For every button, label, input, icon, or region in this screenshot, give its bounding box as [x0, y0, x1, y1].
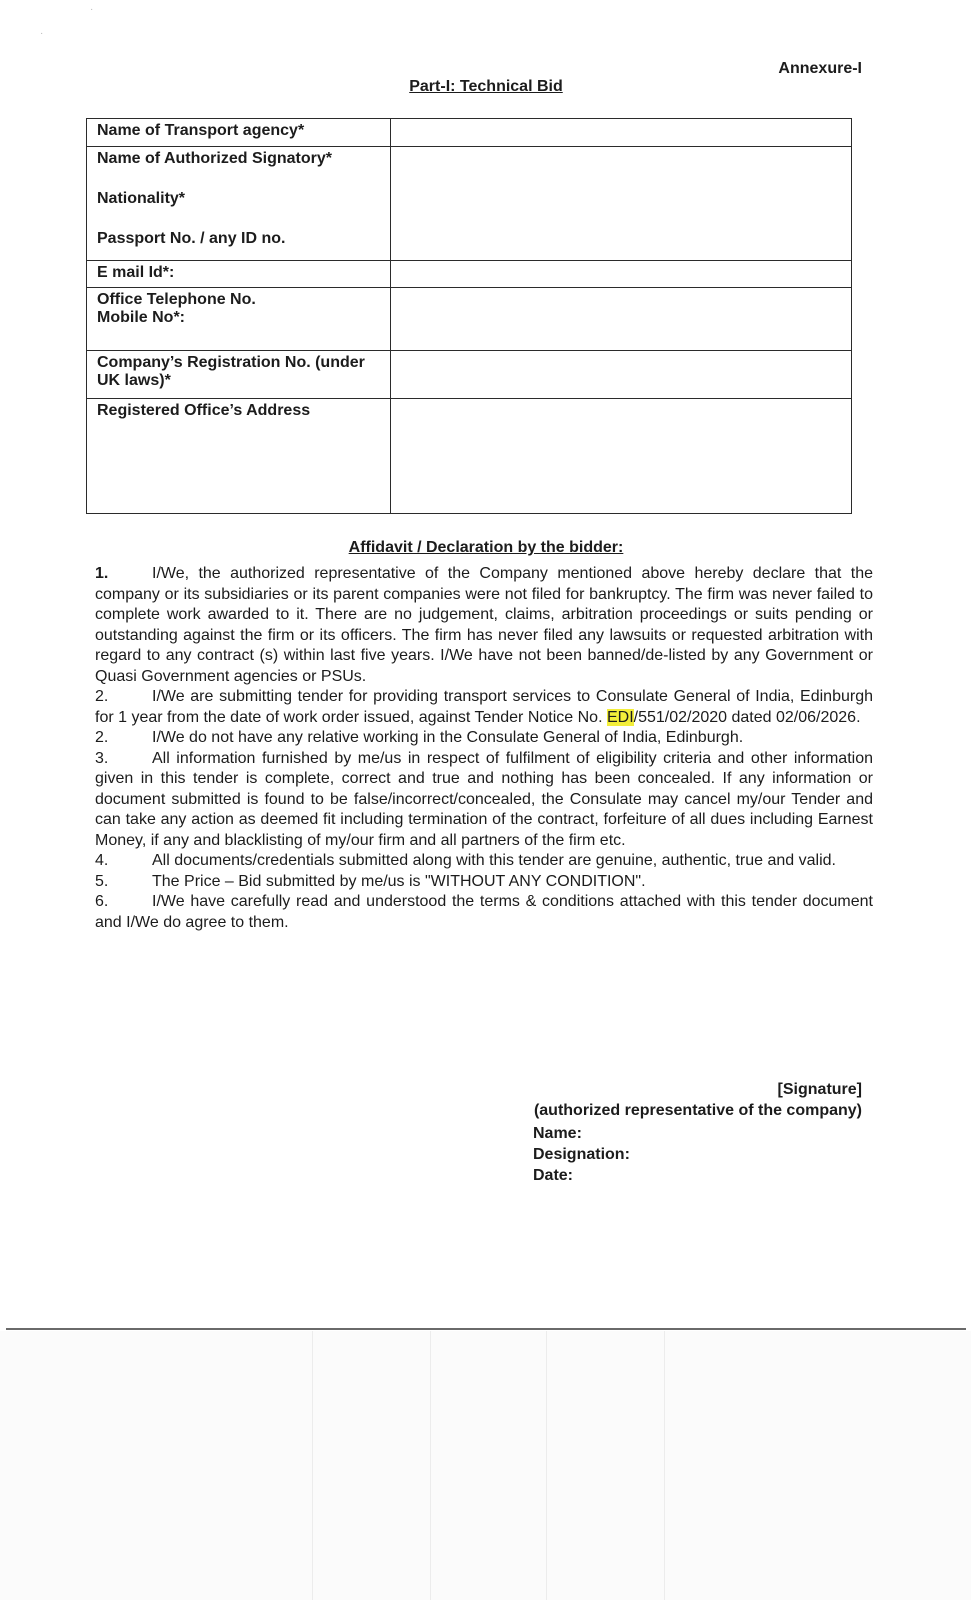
- date-label: Date:: [533, 1167, 574, 1184]
- table-row: [87, 351, 852, 399]
- table-row: [87, 119, 852, 147]
- item-number: 5.: [95, 872, 109, 890]
- signatory-label: Name of Authorized Signatory* Nationality* Passport No. / any ID no.: [87, 147, 391, 261]
- signatory-value[interactable]: [391, 147, 852, 261]
- item-text: I/We, the authorized representative of the Company mentioned above hereby declare that the company or its subsidiaries or its parent companies were not filed for bankruptcy. The firm was never failed to complete work awarded to it. There are no judgement, claims, arbitration proceedings or suits pending or outstanding against the firm or its officers. The firm has never filed any lawsuits or requested arbitration with regard to any contract (s) within last five years. I/We have not been banned/de-listed by any Government or Quasi Government agencies or PSUs.: [95, 565, 873, 685]
- item-text: All documents/credentials submitted along with this tender are genuine, authentic, true and valid.: [152, 852, 836, 869]
- technical-bid-table: [86, 118, 852, 514]
- item-text: I/We are submitting tender for providing transport services to Consulate General of India, Edinburgh for 1 year from the date of work order issued, against Tender Notice No.: [95, 688, 873, 726]
- affidavit-title: Affidavit / Declaration by the bidder:: [348, 539, 624, 556]
- scan-stripe: [430, 1331, 431, 1600]
- item-text: I/We have carefully read and understood the terms & conditions attached with this tender document and I/We do agree to them.: [95, 893, 873, 931]
- item-number: 6.: [95, 893, 109, 910]
- table-row: [87, 288, 852, 351]
- scan-stripe: [664, 1331, 665, 1600]
- telephone-value[interactable]: [391, 288, 852, 351]
- address-value[interactable]: [391, 399, 852, 514]
- transport-agency-value[interactable]: [391, 119, 852, 147]
- item-text: /551/02/2020 dated 02/06/2026.: [633, 708, 861, 726]
- scan-stripe: [312, 1331, 313, 1600]
- scan-stripe: [546, 1331, 547, 1600]
- transport-agency-label: Name of Transport agency*: [87, 119, 391, 147]
- highlighted-text: EDI: [606, 708, 634, 726]
- list-item: [95, 728, 873, 749]
- item-number: 1.: [95, 565, 109, 582]
- scan-speck: ·: [40, 28, 44, 39]
- list-item: [95, 892, 873, 933]
- email-value[interactable]: [391, 261, 852, 288]
- annexure-label: Annexure-I: [778, 60, 862, 77]
- item-number: 2.: [95, 688, 109, 705]
- registration-value[interactable]: [391, 351, 852, 399]
- telephone-label: Office Telephone No. Mobile No*:: [87, 288, 391, 351]
- signature-heading: [534, 1079, 862, 1121]
- document-page: [6, 0, 966, 1330]
- item-text: I/We do not have any relative working in the Consulate General of India, Edinburgh.: [152, 729, 744, 746]
- item-text: The Price – Bid submitted by me/us is "WITHOUT ANY CONDITION".: [152, 872, 646, 890]
- signature-fields: [533, 1123, 630, 1186]
- address-label: Registered Office’s Address: [87, 399, 391, 514]
- item-text: All information furnished by me/us in respect of fulfilment of eligibility criteria and other information given in this tender is complete, correct and true and nothing has been concealed. If any information or document submitted is found to be false/incorrect/concealed, the Consulate may cancel my/our Tender and can take any action as deemed fit including termination of the contract, forfeiture of all dues including Earnest Money, if any and blacklisting of my/our firm and all partners of the firm etc.: [95, 749, 873, 849]
- list-item: [95, 872, 873, 893]
- list-item: [95, 687, 873, 728]
- table-row: [87, 147, 852, 261]
- email-label: E mail Id*:: [87, 261, 391, 288]
- scanner-bed: [0, 1331, 971, 1600]
- list-item: [95, 851, 873, 872]
- signature-label: [Signature]: [777, 1081, 862, 1098]
- list-item: [95, 749, 873, 852]
- item-number: 3.: [95, 749, 109, 767]
- signatory-role: (authorized representative of the company): [533, 1102, 862, 1119]
- item-number: 4.: [95, 852, 109, 869]
- table-row: [87, 399, 852, 514]
- declaration-list: [95, 564, 873, 933]
- designation-label: Designation:: [533, 1146, 630, 1163]
- table-row: [87, 261, 852, 288]
- scan-speck: ·: [90, 4, 94, 15]
- part-title: Part-I: Technical Bid: [409, 78, 563, 95]
- item-number: 2.: [95, 729, 109, 746]
- list-item: [95, 564, 873, 687]
- name-label: Name:: [533, 1125, 582, 1142]
- registration-label: Company’s Registration No. (under UK laws)*: [87, 351, 391, 399]
